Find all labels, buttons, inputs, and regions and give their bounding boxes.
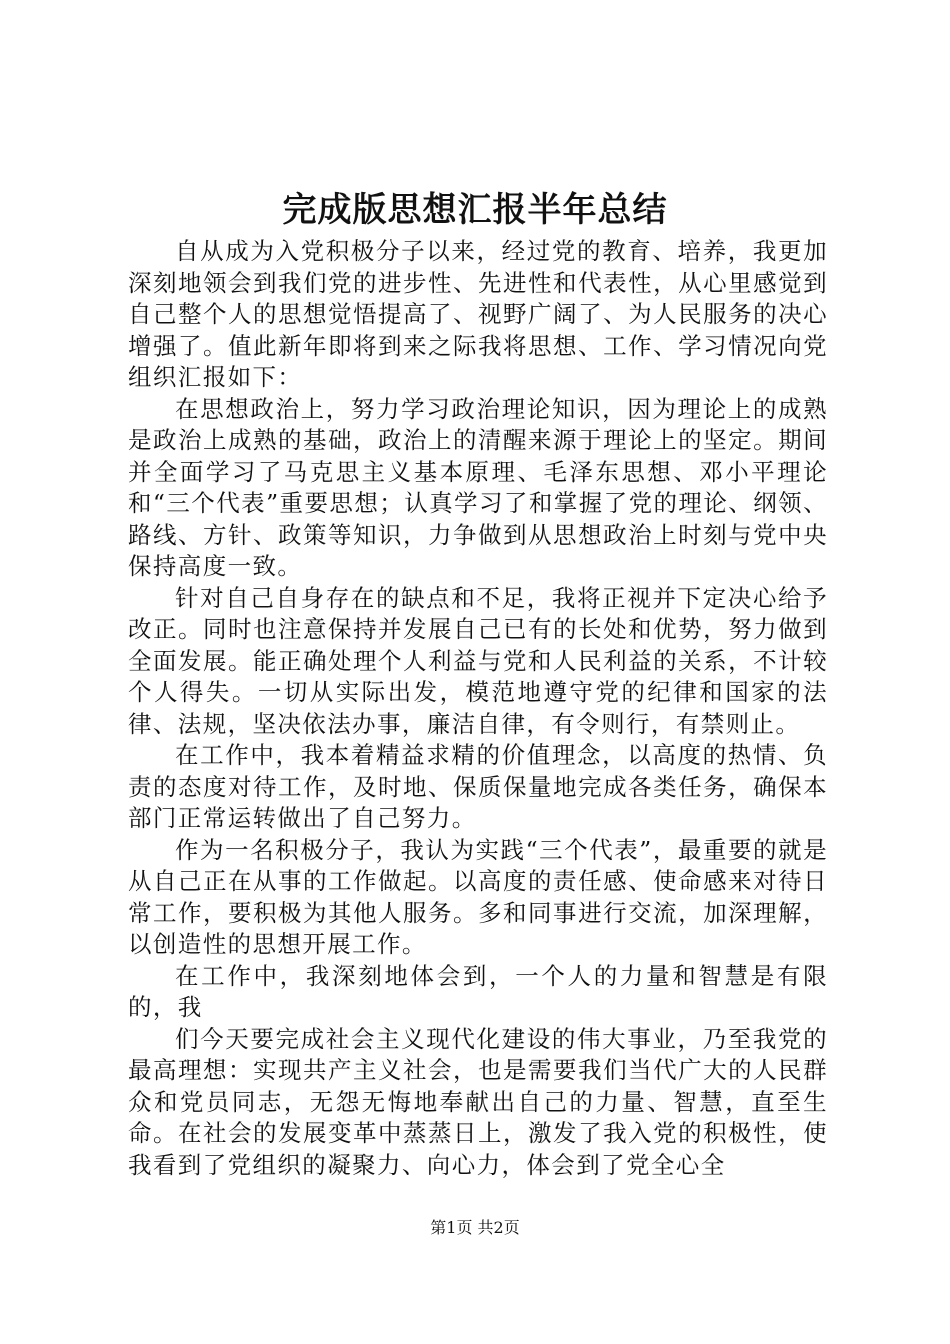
paragraph: 在工作中，我本着精益求精的价值理念，以高度的热情、负责的态度对待工作，及时地、保质保量地完成各类任务，确保本部门正常运转做出了自己努力。: [128, 741, 828, 832]
document-body: [128, 236, 828, 1181]
page-number-footer: 第1页 共2页: [430, 1218, 520, 1237]
paragraph: 自从成为入党积极分子以来，经过党的教育、培养，我更加深刻地领会到我们党的进步性、先进性和代表性，从心里感觉到自己整个人的思想觉悟提高了、视野广阔了、为人民服务的决心增强了。值此新年即将到来之际我将思想、工作、学习情况向党组织汇报如下：: [128, 237, 828, 391]
document-title: 完成版思想汇报半年总结: [282, 190, 668, 230]
paragraph: 作为一名积极分子，我认为实践“三个代表”，最重要的就是从自己正在从事的工作做起。以高度的责任感、使命感来对待日常工作，要积极为其他人服务。多和同事进行交流，加深理解，以创造性的思想开展工作。: [128, 835, 828, 958]
paragraph: 在工作中，我深刻地体会到，一个人的力量和智慧是有限的，我: [128, 961, 828, 1021]
paragraph: 在思想政治上，努力学习政治理论知识，因为理论上的成熟是政治上成熟的基础，政治上的清醒来源于理论上的坚定。期间并全面学习了马克思主义基本原理、毛泽东思想、邓小平理论和“三个代表”重要思想；认真学习了和掌握了党的理论、纲领、路线、方针、政策等知识，力争做到从思想政治上时刻与党中央保持高度一致。: [128, 394, 828, 580]
paragraph: 们今天要完成社会主义现代化建设的伟大事业，乃至我党的最高理想：实现共产主义社会，也是需要我们当代广大的人民群众和党员同志，无怨无悔地奉献出自己的力量、智慧，直至生命。在社会的发展变革中蒸蒸日上，激发了我入党的积极性，使我看到了党组织的凝聚力、向心力，体会到了党全心全: [128, 1024, 828, 1179]
paragraph: 针对自己自身存在的缺点和不足，我将正视并下定决心给予改正。同时也注意保持并发展自己已有的长处和优势，努力做到全面发展。能正确处理个人利益与党和人民利益的关系，不计较个人得失。一切从实际出发，模范地遵守党的纪律和国家的法律、法规，坚决依法办事，廉洁自律，有令则行，有禁则止。: [128, 583, 828, 738]
